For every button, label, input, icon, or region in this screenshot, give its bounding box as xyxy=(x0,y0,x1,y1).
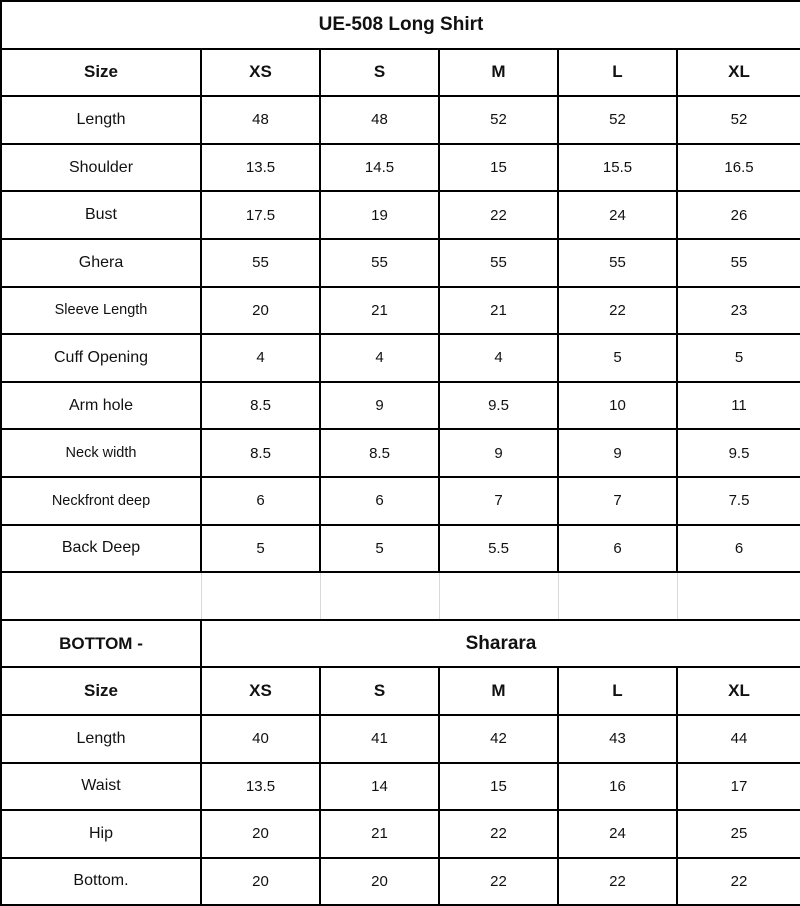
bottom-measure-label: Length xyxy=(1,715,201,763)
shirt-measure-value: 26 xyxy=(677,191,800,239)
bottom-size-m: M xyxy=(439,667,558,715)
shirt-measure-value: 52 xyxy=(677,96,800,144)
shirt-measure-row xyxy=(1,239,800,287)
bottom-measure-value: 25 xyxy=(677,810,800,858)
shirt-measure-value: 5.5 xyxy=(439,525,558,573)
shirt-measure-label: Neckfront deep xyxy=(1,477,201,525)
shirt-measure-value: 6 xyxy=(677,525,800,573)
bottom-size-xs: XS xyxy=(201,667,320,715)
empty-cell xyxy=(558,572,677,620)
shirt-measure-value: 4 xyxy=(320,334,439,382)
bottom-measure-row xyxy=(1,763,800,811)
shirt-measure-row xyxy=(1,96,800,144)
shirt-measure-row xyxy=(1,334,800,382)
shirt-measure-value: 7 xyxy=(439,477,558,525)
shirt-measure-value: 9 xyxy=(558,429,677,477)
bottom-size-label: Size xyxy=(1,667,201,715)
empty-cell xyxy=(1,572,201,620)
bottom-measure-value: 40 xyxy=(201,715,320,763)
shirt-measure-value: 9 xyxy=(320,382,439,430)
bottom-measure-value: 17 xyxy=(677,763,800,811)
bottom-measure-value: 21 xyxy=(320,810,439,858)
bottom-measure-row xyxy=(1,810,800,858)
shirt-measure-value: 23 xyxy=(677,287,800,335)
shirt-measure-value: 15.5 xyxy=(558,144,677,192)
bottom-measure-row xyxy=(1,858,800,906)
shirt-size-header-row xyxy=(1,49,800,97)
shirt-measure-label: Arm hole xyxy=(1,382,201,430)
shirt-measure-value: 55 xyxy=(320,239,439,287)
shirt-size-l: L xyxy=(558,49,677,97)
shirt-measure-value: 55 xyxy=(439,239,558,287)
shirt-measure-row xyxy=(1,477,800,525)
shirt-measure-value: 8.5 xyxy=(201,382,320,430)
shirt-measure-value: 16.5 xyxy=(677,144,800,192)
bottom-measure-value: 20 xyxy=(201,810,320,858)
bottom-title: Sharara xyxy=(201,620,800,668)
bottom-measure-value: 24 xyxy=(558,810,677,858)
shirt-size-label: Size xyxy=(1,49,201,97)
shirt-measure-row xyxy=(1,144,800,192)
bottom-measure-row xyxy=(1,715,800,763)
shirt-measure-row xyxy=(1,287,800,335)
shirt-measure-value: 21 xyxy=(320,287,439,335)
shirt-measure-value: 9.5 xyxy=(677,429,800,477)
shirt-measure-value: 17.5 xyxy=(201,191,320,239)
shirt-measure-value: 55 xyxy=(558,239,677,287)
shirt-measure-label: Neck width xyxy=(1,429,201,477)
shirt-measure-value: 55 xyxy=(201,239,320,287)
shirt-measure-value: 8.5 xyxy=(320,429,439,477)
shirt-measure-value: 48 xyxy=(320,96,439,144)
bottom-measure-value: 14 xyxy=(320,763,439,811)
bottom-measure-value: 22 xyxy=(558,858,677,906)
shirt-measure-value: 52 xyxy=(558,96,677,144)
shirt-measure-value: 5 xyxy=(320,525,439,573)
shirt-measure-label: Length xyxy=(1,96,201,144)
bottom-title-row xyxy=(1,620,800,668)
bottom-measure-value: 20 xyxy=(201,858,320,906)
shirt-measure-value: 8.5 xyxy=(201,429,320,477)
shirt-measure-value: 5 xyxy=(201,525,320,573)
shirt-measure-value: 7.5 xyxy=(677,477,800,525)
shirt-measure-value: 22 xyxy=(558,287,677,335)
shirt-measure-label: Ghera xyxy=(1,239,201,287)
shirt-measure-value: 11 xyxy=(677,382,800,430)
shirt-measure-value: 6 xyxy=(320,477,439,525)
shirt-measure-value: 6 xyxy=(201,477,320,525)
shirt-measure-value: 24 xyxy=(558,191,677,239)
shirt-measure-value: 6 xyxy=(558,525,677,573)
shirt-measure-label: Cuff Opening xyxy=(1,334,201,382)
shirt-measure-value: 22 xyxy=(439,191,558,239)
shirt-measure-value: 55 xyxy=(677,239,800,287)
bottom-measure-label: Hip xyxy=(1,810,201,858)
shirt-measure-value: 52 xyxy=(439,96,558,144)
bottom-measure-label: Bottom. xyxy=(1,858,201,906)
shirt-measure-value: 20 xyxy=(201,287,320,335)
bottom-label: BOTTOM - xyxy=(1,620,201,668)
shirt-measure-value: 15 xyxy=(439,144,558,192)
shirt-size-s: S xyxy=(320,49,439,97)
shirt-measure-label: Sleeve Length xyxy=(1,287,201,335)
shirt-measure-value: 5 xyxy=(558,334,677,382)
bottom-measure-value: 15 xyxy=(439,763,558,811)
bottom-measure-label: Waist xyxy=(1,763,201,811)
shirt-measure-row xyxy=(1,525,800,573)
bottom-measure-value: 43 xyxy=(558,715,677,763)
shirt-measure-row xyxy=(1,429,800,477)
shirt-measure-value: 19 xyxy=(320,191,439,239)
bottom-size-l: L xyxy=(558,667,677,715)
empty-cell xyxy=(320,572,439,620)
shirt-measure-value: 7 xyxy=(558,477,677,525)
shirt-measure-value: 13.5 xyxy=(201,144,320,192)
shirt-title: UE-508 Long Shirt xyxy=(1,1,800,49)
shirt-size-m: M xyxy=(439,49,558,97)
shirt-measure-value: 4 xyxy=(201,334,320,382)
shirt-measure-label: Bust xyxy=(1,191,201,239)
bottom-measure-value: 13.5 xyxy=(201,763,320,811)
bottom-measure-value: 22 xyxy=(439,858,558,906)
bottom-size-xl: XL xyxy=(677,667,800,715)
shirt-size-xl: XL xyxy=(677,49,800,97)
shirt-measure-value: 9.5 xyxy=(439,382,558,430)
shirt-measure-value: 14.5 xyxy=(320,144,439,192)
bottom-size-s: S xyxy=(320,667,439,715)
shirt-measure-label: Back Deep xyxy=(1,525,201,573)
spacer-row xyxy=(1,572,800,620)
empty-cell xyxy=(201,572,320,620)
empty-cell xyxy=(439,572,558,620)
shirt-measure-row xyxy=(1,191,800,239)
size-chart-body xyxy=(1,1,800,905)
bottom-measure-value: 41 xyxy=(320,715,439,763)
shirt-measure-value: 4 xyxy=(439,334,558,382)
shirt-measure-value: 9 xyxy=(439,429,558,477)
shirt-size-xs: XS xyxy=(201,49,320,97)
bottom-measure-value: 44 xyxy=(677,715,800,763)
shirt-measure-value: 21 xyxy=(439,287,558,335)
bottom-measure-value: 20 xyxy=(320,858,439,906)
shirt-measure-value: 48 xyxy=(201,96,320,144)
bottom-measure-value: 16 xyxy=(558,763,677,811)
empty-cell xyxy=(677,572,800,620)
shirt-measure-value: 10 xyxy=(558,382,677,430)
bottom-measure-value: 22 xyxy=(439,810,558,858)
shirt-measure-label: Shoulder xyxy=(1,144,201,192)
shirt-measure-value: 5 xyxy=(677,334,800,382)
bottom-measure-value: 42 xyxy=(439,715,558,763)
bottom-measure-value: 22 xyxy=(677,858,800,906)
shirt-measure-row xyxy=(1,382,800,430)
bottom-size-header-row xyxy=(1,667,800,715)
